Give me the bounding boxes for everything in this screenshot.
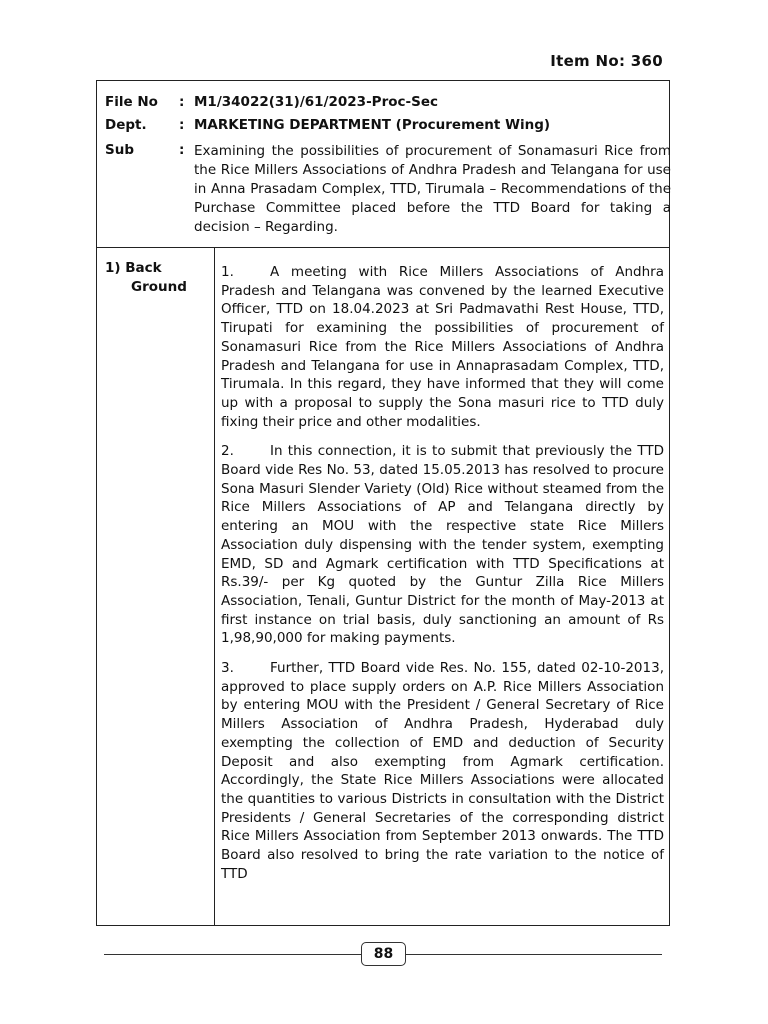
file-no-value: M1/34022(31)/61/2023-Proc-Sec bbox=[194, 94, 438, 110]
paragraph-2 bbox=[221, 442, 664, 648]
dept-label: Dept. bbox=[105, 117, 147, 133]
section-label bbox=[105, 259, 187, 297]
paragraph-3-text: Further, TTD Board vide Res. No. 155, dated 02-10-2013, approved to place supply orders on A.P. Rice Millers Association by entering MOU with the President / General Secretary of Rice Millers Association of Andhra Pradesh, Hyderabad duly exempting the collection of EMD and deduction of Security Deposit and also exempting from Agmark certification. Accordingly, the State Rice Millers Associations were allocated the quantities to various Districts in consultation with the District Presidents / General Secretaries of the corresponding district Rice Millers Association from September 2013 onwards. The TTD Board also resolved to bring the rate variation to the notice of TTD bbox=[221, 660, 664, 882]
section-label-line1: 1) Back bbox=[105, 260, 162, 276]
document-frame bbox=[96, 80, 670, 926]
paragraph-2-number: 2. bbox=[221, 443, 234, 460]
file-no-label: File No bbox=[105, 94, 158, 110]
paragraph-1 bbox=[221, 263, 664, 431]
subject-colon: : bbox=[179, 142, 185, 158]
paragraph-1-text: A meeting with Rice Millers Associations of Andhra Pradesh and Telangana was convened by the learned Executive Officer, TTD on 18.04.2023 at Sri Padmavathi Rest House, TTD, Tirupati for examining the possibilities of procurement of Sonamasuri Rice from the Rice Millers Associations of Andhra Pradesh and Telangana for use in Annaprasadam Complex, TTD, Tirumala. In this regard, they have informed that they will come up with a proposal to supply the Sona masuri rice to TTD duly fixing their price and other modalities. bbox=[221, 264, 664, 430]
paragraph-3 bbox=[221, 659, 664, 883]
dept-value: MARKETING DEPARTMENT (Procurement Wing) bbox=[194, 117, 551, 133]
page-number: 88 bbox=[361, 942, 406, 966]
subject-text: Examining the possibilities of procurement of Sonamasuri Rice from the Rice Millers Associations of Andhra Pradesh and Telangana for use in Anna Prasadam Complex, TTD, Tirumala – Recommendations of the Purchase Committee placed before the TTD Board for taking a decision – Regarding. bbox=[194, 143, 671, 235]
dept-colon: : bbox=[179, 117, 185, 133]
header-box bbox=[97, 81, 669, 248]
section-body bbox=[221, 263, 664, 895]
item-number: Item No: 360 bbox=[550, 52, 663, 70]
paragraph-1-number: 1. bbox=[221, 264, 234, 280]
file-no-colon: : bbox=[179, 94, 185, 110]
section-label-line2: Ground bbox=[131, 279, 187, 295]
paragraph-3-number: 3. bbox=[221, 660, 234, 677]
column-divider bbox=[214, 248, 215, 925]
paragraph-2-text: In this connection, it is to submit that previously the TTD Board vide Res No. 53, dated 15.05.2013 has resolved to procure Sona Masuri Slender Variety (Old) Rice without steamed from the Rice Millers Associations of AP and Telangana directly by entering an MOU with the respective state Rice Millers Association duly dispensing with the tender system, exempting EMD, SD and Agmark certification with TTD Specifications at Rs.39/- per Kg quoted by the Guntur Zilla Rice Millers Association, Tenali, Guntur District for the month of May-2013 at first instance on trial basis, duly sanctioning an amount of Rs 1,98,90,000 for making payments. bbox=[221, 443, 664, 647]
subject-label: Sub bbox=[105, 142, 134, 158]
